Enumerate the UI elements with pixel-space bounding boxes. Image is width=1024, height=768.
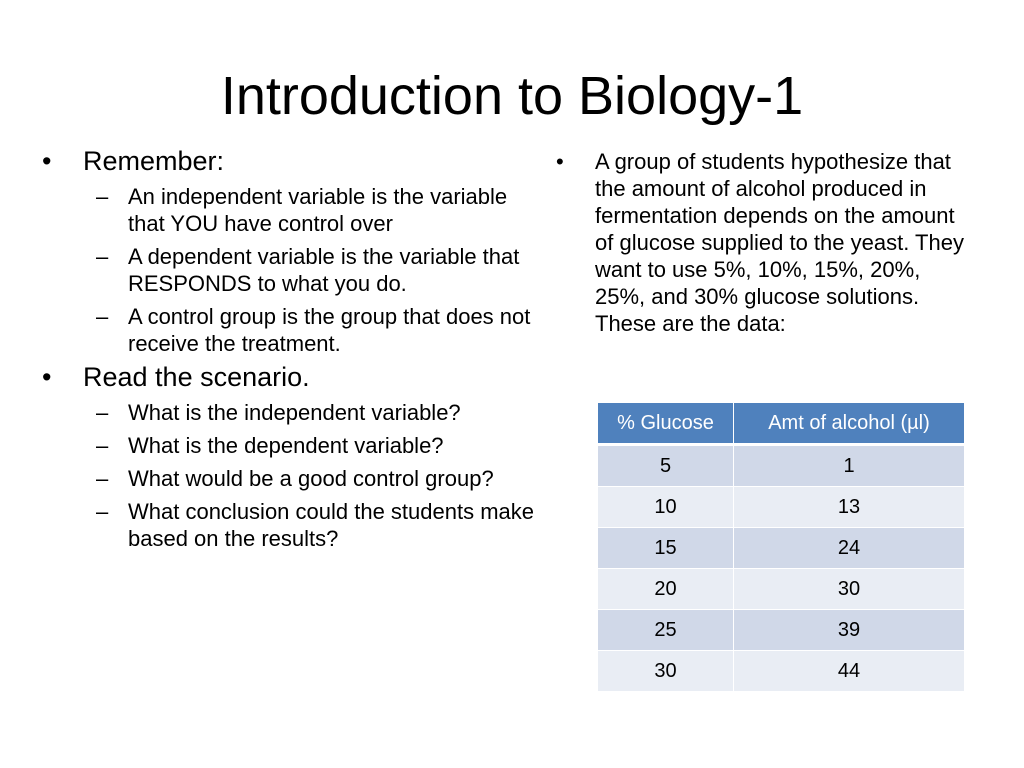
sub-bullet-text: A control group is the group that does not receive the treatment. [128,304,531,356]
header-glucose: % Glucose [598,403,734,445]
bullet-mark: • [42,362,52,392]
bullet-remember [42,145,542,177]
cell-glucose: 20 [598,569,734,610]
cell-alcohol: 13 [734,487,965,528]
sub-bullet [42,432,542,459]
sub-bullet-text: What is the dependent variable? [128,433,444,458]
cell-glucose: 30 [598,651,734,692]
table-header-row [598,403,965,445]
sub-bullet-text: What would be a good control group? [128,466,494,491]
scenario-paragraph [556,148,976,337]
dash-mark: – [96,499,109,524]
left-content [42,141,542,552]
cell-glucose: 10 [598,487,734,528]
dash-mark: – [96,244,109,269]
header-alcohol: Amt of alcohol (µl) [734,403,965,445]
table-row [598,487,965,528]
dash-mark: – [96,466,109,491]
sub-bullet [42,183,542,237]
cell-alcohol: 1 [734,445,965,487]
bullet-text: Read the scenario. [83,362,310,392]
dash-mark: – [96,433,109,458]
dash-mark: – [96,184,109,209]
cell-glucose: 15 [598,528,734,569]
cell-glucose: 5 [598,445,734,487]
slide-title: Introduction to Biology-1 [220,66,804,126]
scenario-text: A group of students hypothesize that the amount of alcohol produced in fermentation depends on the amount of glucose supplied to the yeast. They want to use 5%, 10%, 15%, 20%, 25%, and 30% glucose solutions. These are the data: [595,149,964,336]
bullet-mark: • [556,149,564,174]
cell-alcohol: 24 [734,528,965,569]
sub-bullet [42,498,542,552]
bullet-text: Remember: [83,146,225,176]
cell-alcohol: 44 [734,651,965,692]
cell-glucose: 25 [598,610,734,651]
sub-bullet [42,303,542,357]
dash-mark: – [96,400,109,425]
table-row [598,610,965,651]
table-row [598,569,965,610]
sub-bullet-text: An independent variable is the variable that YOU have control over [128,184,508,236]
bullet-read-scenario [42,361,542,393]
cell-alcohol: 30 [734,569,965,610]
cell-alcohol: 39 [734,610,965,651]
sub-bullet [42,399,542,426]
table-row [598,445,965,487]
sub-bullet [42,465,542,492]
sub-bullet-text: A dependent variable is the variable that RESPONDS to what you do. [128,244,520,296]
sub-bullet [42,243,542,297]
dash-mark: – [96,304,109,329]
data-table [597,402,965,692]
table-row [598,651,965,692]
sub-bullet-text: What conclusion could the students make based on the results? [128,499,535,551]
sub-bullet-text: What is the independent variable? [128,400,461,425]
table-row [598,528,965,569]
bullet-mark: • [42,146,52,176]
